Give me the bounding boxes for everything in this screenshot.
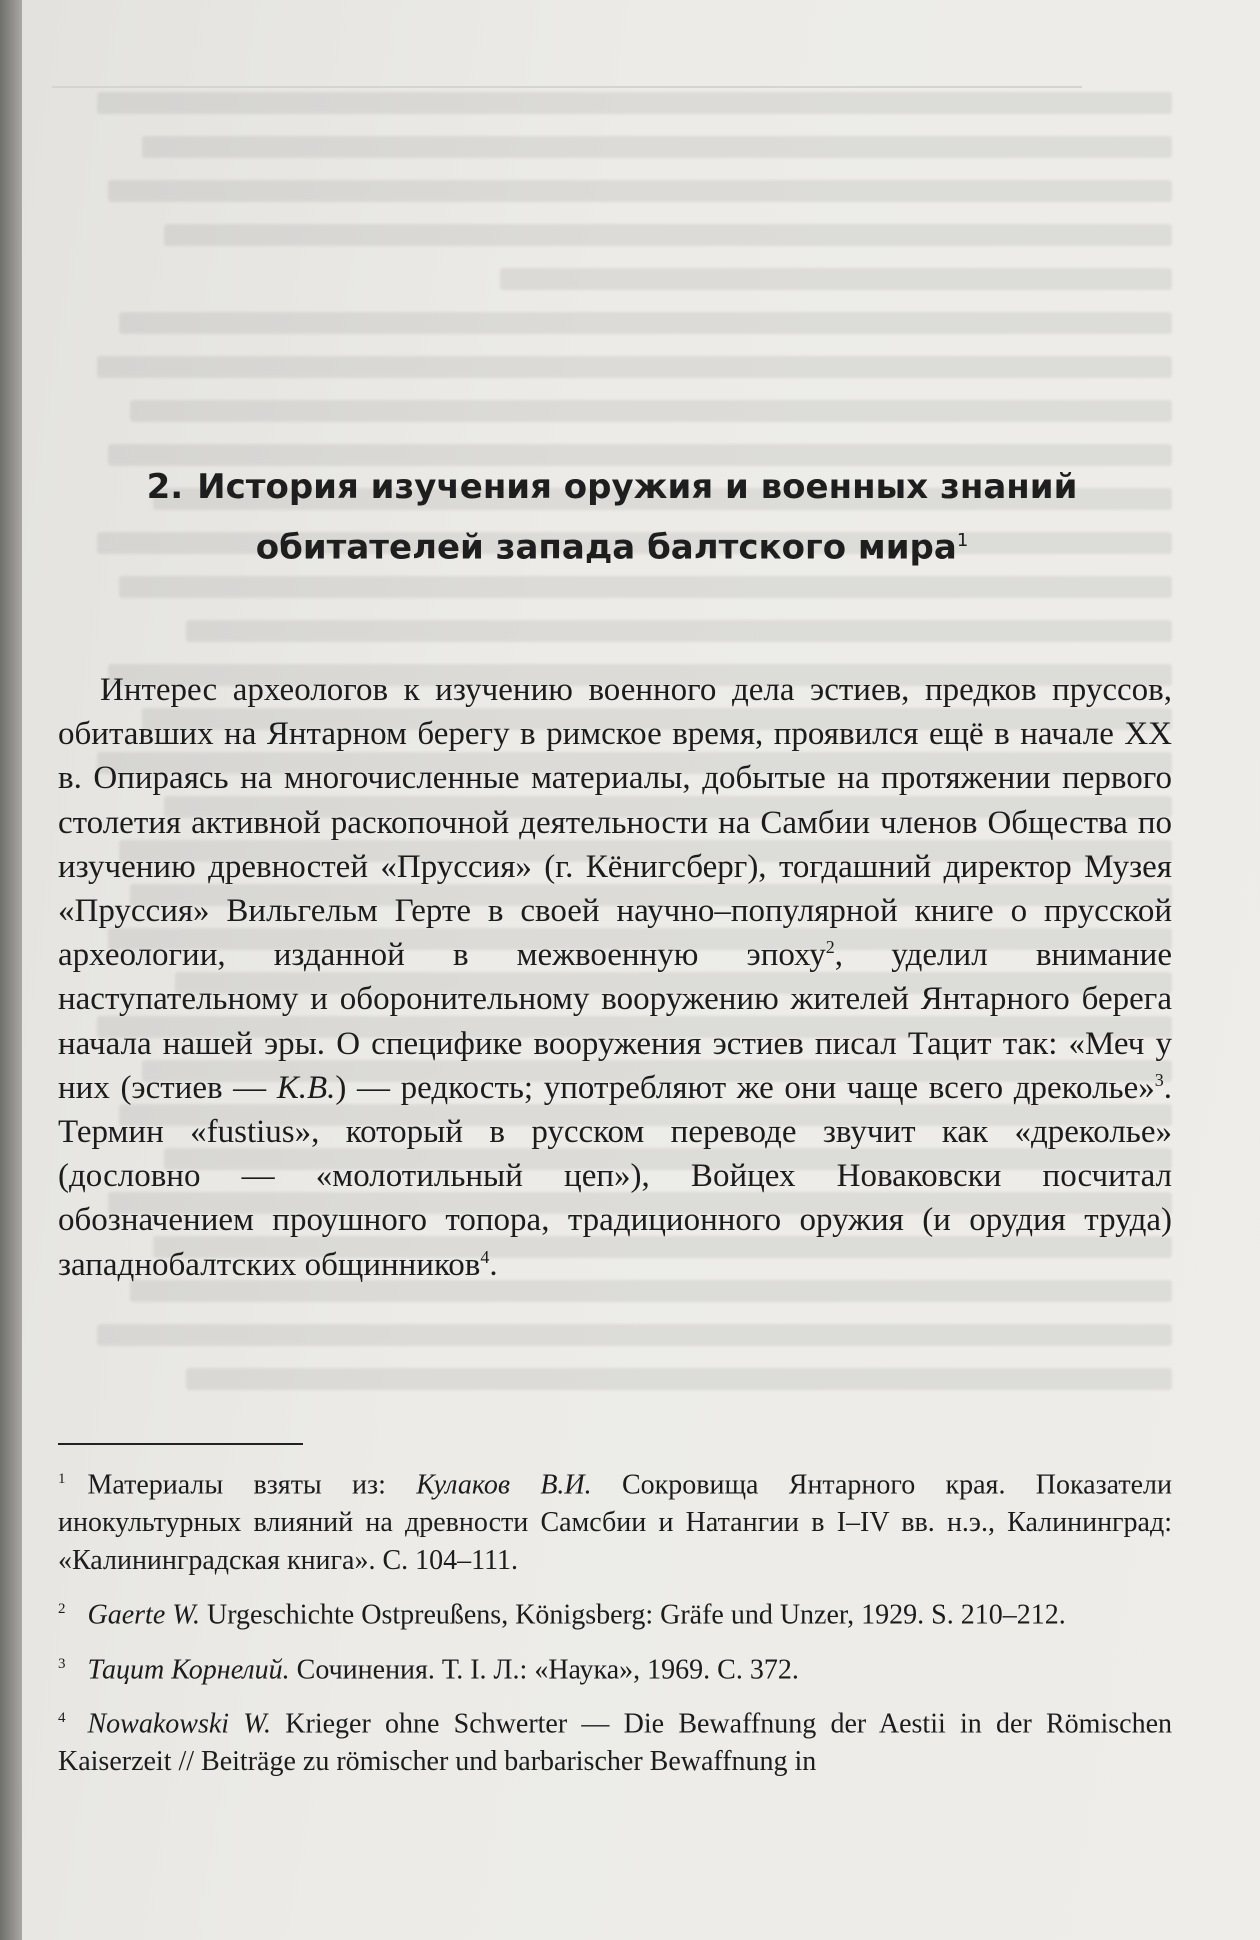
section-heading bbox=[112, 460, 1112, 574]
main-paragraph bbox=[58, 668, 1172, 1287]
footnote-2 bbox=[58, 1590, 1172, 1634]
paragraph-part-2: , уделил внимание наступательному и оборонительному вооружению жителей Янтарного берега начала нашей эры. О специфике вооружения эстиев писал Тацит так: «Меч у них (эстиев — bbox=[58, 937, 1172, 1106]
footnote-text: Krieger ohne Schwerter — Die Bewaffnung der Aestii in der Römischen Kaiserzeit // Beiträge zu römischer und barbarischer Bewaffnung in bbox=[58, 1708, 1172, 1778]
paragraph-part-3: ) — редкость; употребляют же они чаще всего дреколье» bbox=[335, 1069, 1155, 1106]
heading-footnote-ref: 1 bbox=[956, 530, 969, 551]
footnote-mark: 1 bbox=[58, 1471, 66, 1487]
section-title: История изучения оружия и военных знаний обитателей запада балтского мира bbox=[197, 467, 1078, 568]
paragraph-part-5: . bbox=[489, 1246, 498, 1283]
book-spine-shadow bbox=[0, 0, 22, 1940]
author-initials: К.В. bbox=[276, 1069, 336, 1106]
footnote-ref-4: 4 bbox=[480, 1246, 490, 1267]
footnote-ref-3: 3 bbox=[1154, 1069, 1164, 1090]
footnote-mark: 2 bbox=[58, 1601, 66, 1618]
footnote-author: Nowakowski W. bbox=[87, 1708, 272, 1740]
footnote-text: Urgeschichte Ostpreußens, Königsberg: Gräfe und Unzer, 1929. S. 210–212. bbox=[200, 1599, 1066, 1631]
footnote-ref-2: 2 bbox=[825, 937, 835, 958]
footnote-4 bbox=[58, 1699, 1172, 1781]
book-page bbox=[22, 0, 1260, 1940]
faded-running-header bbox=[52, 52, 1082, 88]
footnote-mark: 3 bbox=[58, 1655, 66, 1672]
footnote-author: Gaerte W. bbox=[87, 1599, 201, 1631]
section-number: 2. bbox=[146, 467, 184, 507]
footnote-3 bbox=[58, 1645, 1172, 1689]
paragraph-part-4: . Термин «fustius», который в русском переводе звучит как «дреколье» (дословно — «молотильный цеп»), Войцех Новаковски посчитал обозначением проушного топора, традиционного оружия (и орудия труда) западнобалтских общинников bbox=[58, 1069, 1172, 1283]
paragraph-part-1: Интерес археологов к изучению военного дела эстиев, предков пруссов, обитавших на Янтарном берегу в римское время, проявился ещё в начале XX в. Опираясь на многочисленные материалы, добытые на протяжении первого столетия активной раскопочной деятельности на Самбии членов Общества по изучению древностей «Пруссия» (г. Кёнигсберг), тогдашний директор Музея «Пруссия» Вильгельм Герте в своей научно–популярной книге о прусской археологии, изданной в межвоенную эпоху bbox=[58, 672, 1172, 974]
footnote-prefix: Материалы взяты из: bbox=[87, 1469, 417, 1501]
footnote-text: Сокровища Янтарного края. Показатели инокультурных влияний на древности Самсбии и Натангии в I–IV вв. н.э., Калининград: «Калининградская книга». С. 104–111. bbox=[58, 1469, 1172, 1577]
footnote-text: Сочинения. Т. I. Л.: «Наука», 1969. С. 372. bbox=[289, 1653, 799, 1685]
footnotes bbox=[58, 1460, 1172, 1791]
footnote-author: Тацит Корнелий. bbox=[87, 1653, 290, 1685]
footnote-separator bbox=[58, 1443, 303, 1445]
footnote-mark: 4 bbox=[58, 1709, 66, 1726]
footnote-1 bbox=[58, 1460, 1172, 1580]
header-rule bbox=[52, 86, 1082, 88]
footnote-author: Кулаков В.И. bbox=[416, 1469, 592, 1501]
